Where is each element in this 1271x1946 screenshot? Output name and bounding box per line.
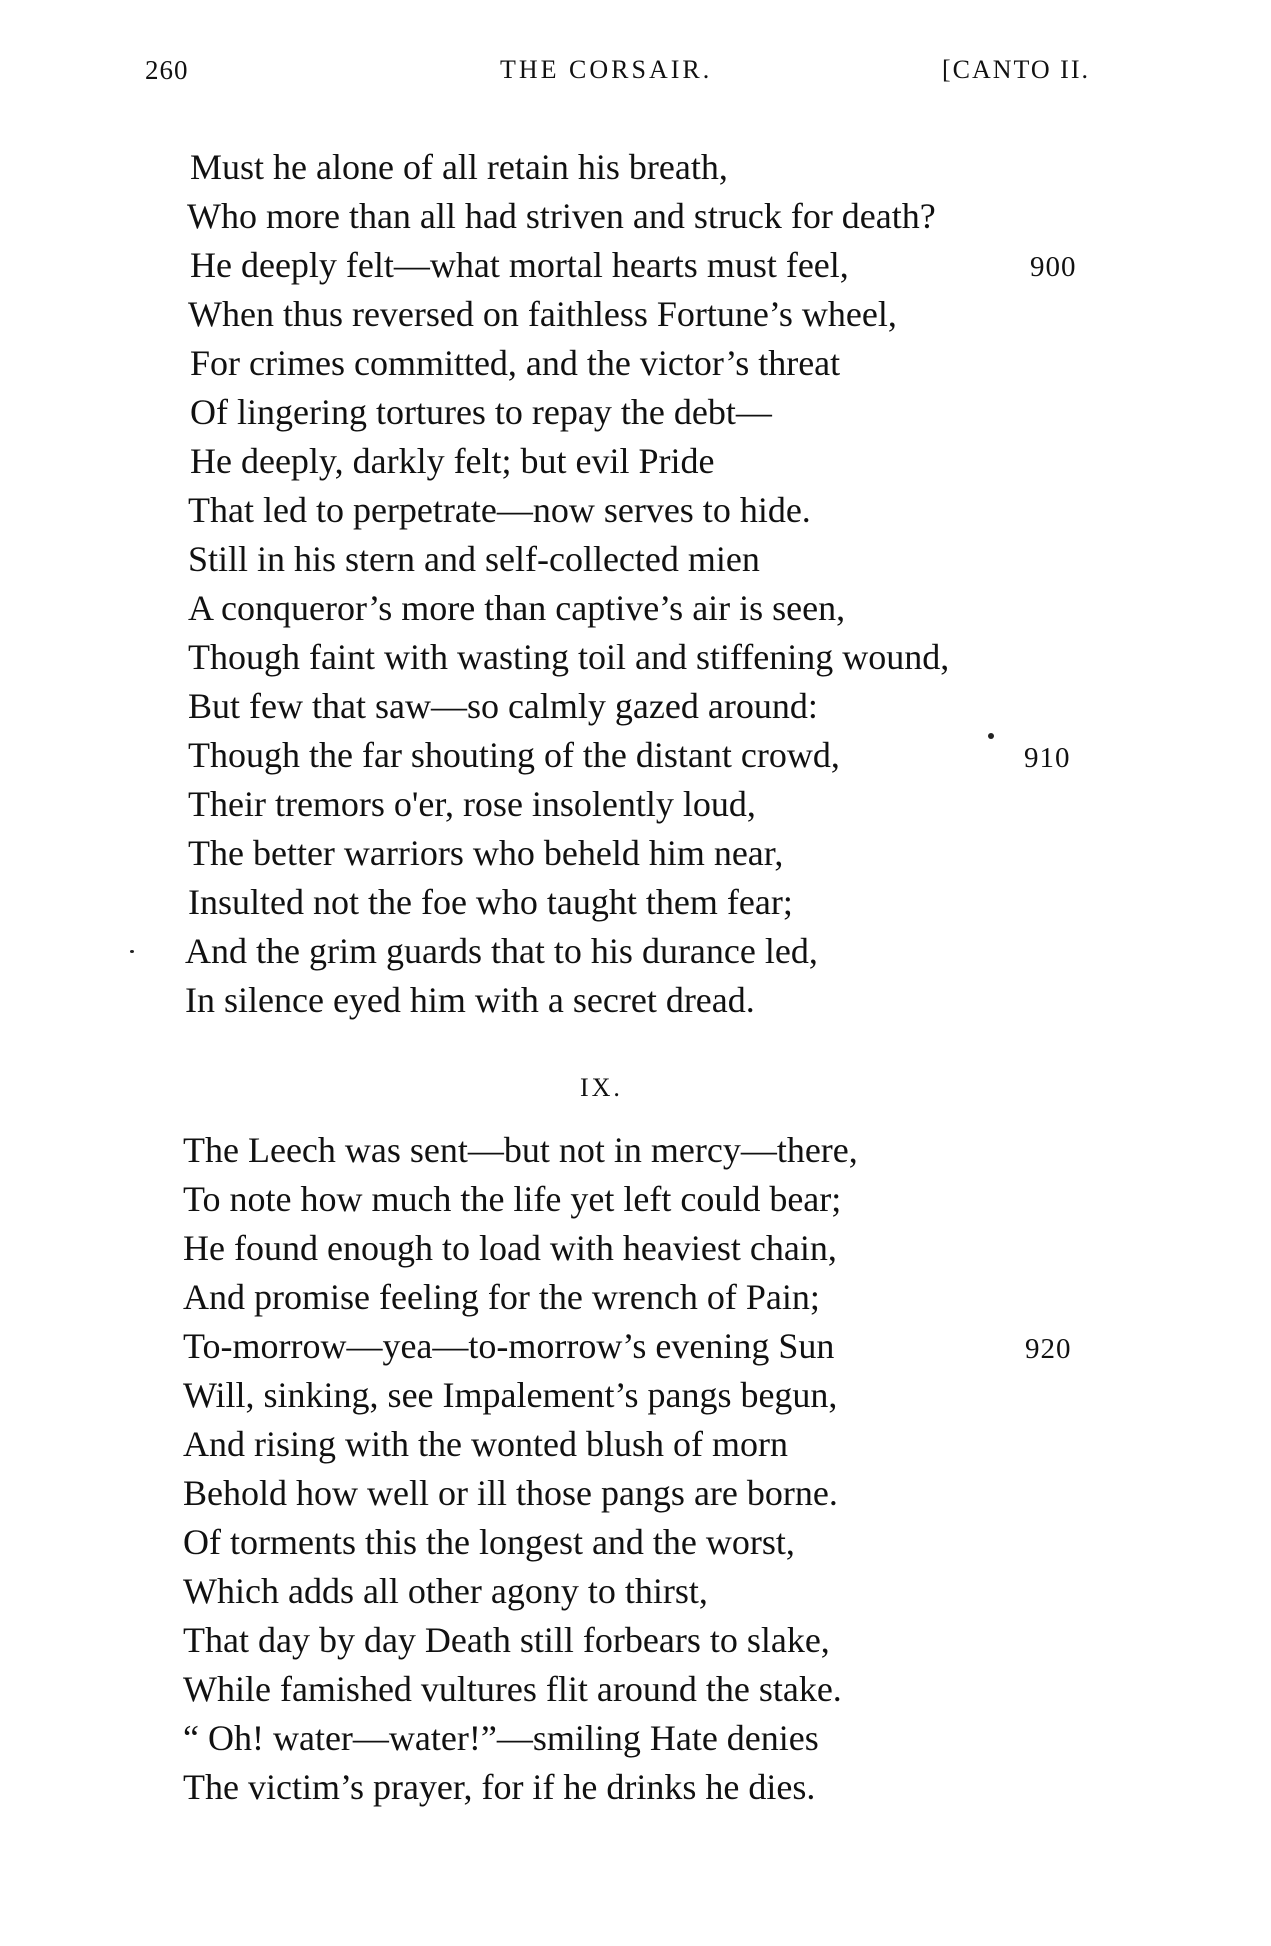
print-speck: [130, 950, 134, 953]
verse-line: Of torments this the longest and the worst,: [183, 1522, 795, 1562]
verse-line: He found enough to load with heaviest chain,: [183, 1228, 837, 1268]
verse-line: Though faint with wasting toil and stiffening wound,: [188, 637, 950, 677]
line-number: 910: [1024, 742, 1071, 774]
verse-line: That day by day Death still forbears to slake,: [183, 1620, 830, 1660]
section-heading: IX.: [580, 1073, 623, 1102]
verse-line: To-morrow—yea—to-morrow’s evening Sun: [183, 1326, 835, 1366]
verse-line: Of lingering tortures to repay the debt—: [190, 392, 772, 432]
verse-line: Still in his stern and self-collected mien: [188, 539, 760, 579]
running-header: [145, 55, 1090, 95]
verse-line: And rising with the wonted blush of morn: [183, 1424, 788, 1464]
verse-line: In silence eyed him with a secret dread.: [185, 980, 755, 1020]
verse-line: Though the far shouting of the distant crowd,: [188, 735, 840, 775]
verse-line: When thus reversed on faithless Fortune’s wheel,: [188, 294, 897, 334]
line-number: 920: [1025, 1333, 1072, 1365]
verse-line: “ Oh! water—water!”—smiling Hate denies: [183, 1718, 819, 1758]
verse-line: The better warriors who beheld him near,: [188, 833, 784, 873]
page-number: 260: [145, 55, 189, 85]
verse-line: He deeply, darkly felt; but evil Pride: [190, 441, 715, 481]
verse-line: While famished vultures flit around the stake.: [183, 1669, 842, 1709]
print-speck: [988, 733, 994, 739]
verse-line: Must he alone of all retain his breath,: [190, 147, 728, 187]
verse-line: Their tremors o'er, rose insolently loud,: [188, 784, 756, 824]
verse-line: Who more than all had striven and struck for death?: [187, 196, 936, 236]
verse-line: Which adds all other agony to thirst,: [183, 1571, 708, 1611]
verse-line: Insulted not the foe who taught them fear;: [188, 882, 793, 922]
verse-line: The Leech was sent—but not in mercy—there,: [183, 1130, 858, 1170]
verse-line: That led to perpetrate—now serves to hide.: [188, 490, 811, 530]
verse-line: Will, sinking, see Impalement’s pangs begun,: [183, 1375, 838, 1415]
verse-line: To note how much the life yet left could bear;: [183, 1179, 842, 1219]
verse-line: And promise feeling for the wrench of Pain;: [183, 1277, 820, 1317]
verse-line: But few that saw—so calmly gazed around:: [188, 686, 818, 726]
line-number: 900: [1030, 251, 1077, 283]
verse-line: And the grim guards that to his durance led,: [185, 931, 818, 971]
canto-marker: [CANTO II.: [941, 55, 1090, 84]
verse-line: He deeply felt—what mortal hearts must feel,: [190, 245, 849, 285]
verse-line: The victim’s prayer, for if he drinks he dies.: [183, 1767, 816, 1807]
verse-line: A conqueror’s more than captive’s air is seen,: [188, 588, 846, 628]
verse-line: For crimes committed, and the victor’s threat: [190, 343, 841, 383]
verse-line: Behold how well or ill those pangs are borne.: [183, 1473, 838, 1513]
running-title: THE CORSAIR.: [500, 55, 713, 84]
